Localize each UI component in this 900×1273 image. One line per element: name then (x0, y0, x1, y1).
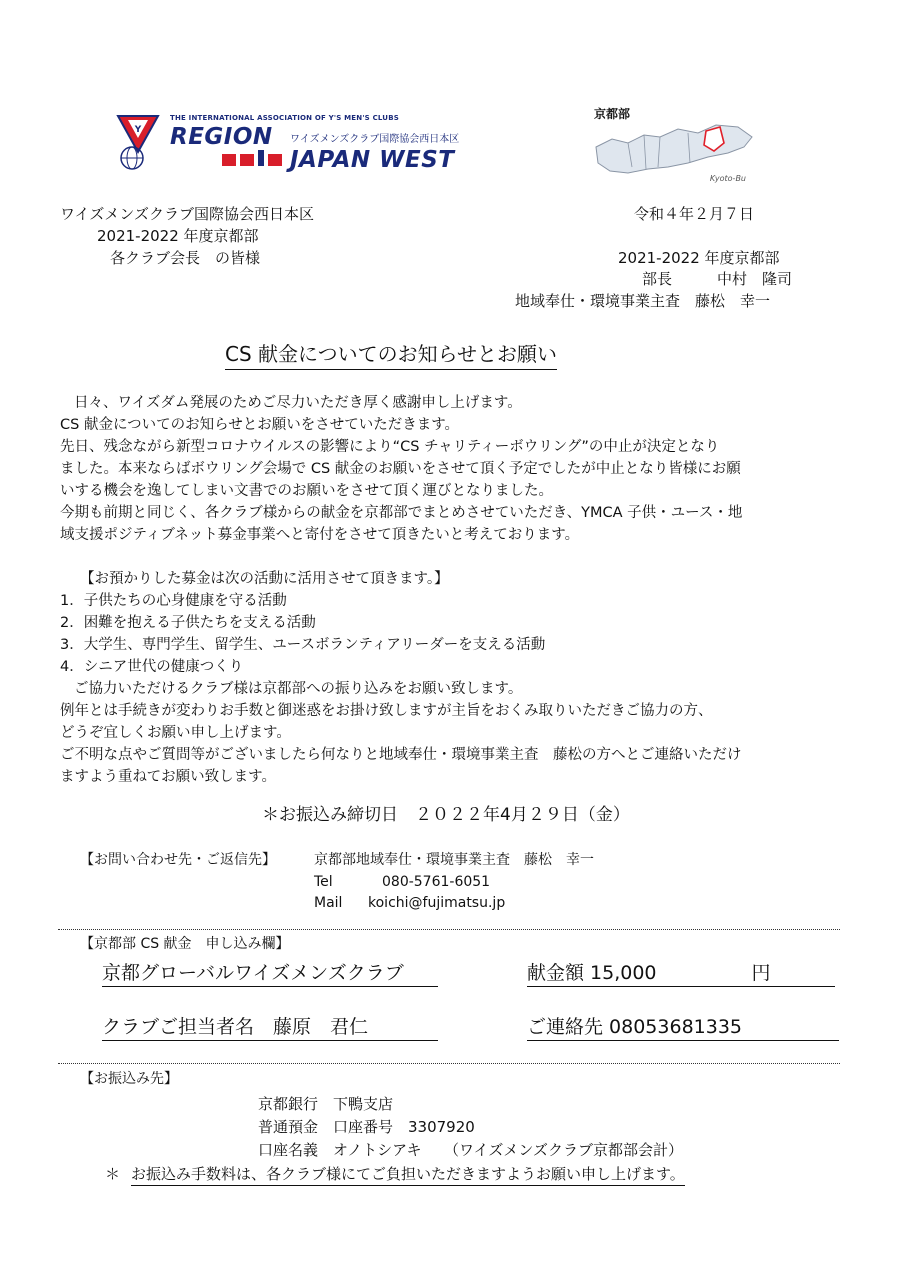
divider (58, 1063, 840, 1064)
recipient-org: ワイズメンズクラブ国際協会西日本区 (60, 205, 314, 223)
list-item: 1．子供たちの心身健康を守る活動 (60, 593, 287, 609)
body-p3b: ました。本来ならばボウリング会場で CS 献金のお願いをさせて頂く予定でしたが中止となり皆様にお願 (60, 461, 741, 477)
list-item: 3．大学生、専門学生、留学生、ユースボランティアリーダーを支える活動 (60, 637, 546, 653)
kyoto-map (588, 105, 758, 185)
logo-region-text: REGION (170, 124, 273, 150)
bank-line3: 口座名義 オノトシアキ （ワイズメンズクラブ京都部会計） (258, 1141, 683, 1159)
body-p5: ご協力いただけるクラブ様は京都部への振り込みをお願い致します。 (74, 681, 523, 697)
body-p3c: いする機会を逸してしまい文書でのお願いをさせて頂く運びとなりました。 (60, 483, 553, 499)
svg-text:Y: Y (134, 125, 142, 135)
bank-note: お振込み手数料は、各クラブ様にてご負担いただきますようお願い申し上げます。 (131, 1163, 685, 1186)
logo-bars-icon (222, 150, 286, 168)
contact-tel-label: Tel (314, 874, 333, 890)
map-signature: Kyoto-Bu (709, 174, 746, 183)
body-p2: CS 献金についてのお知らせとお願いをさせていただきます。 (60, 417, 460, 433)
contact-label: 【お問い合わせ先・ご返信先】 (80, 852, 276, 868)
divider (58, 929, 840, 930)
recipient-name: 各クラブ会長 の皆様 (110, 249, 261, 267)
body-p7a: ご不明な点やご質問等がございましたら何なりと地域奉仕・環境事業主査 藤松の方へとご連絡いただけ (60, 747, 742, 763)
document-title: CS 献金についてのお知らせとお願い (225, 340, 557, 370)
form-amount-field[interactable]: 献金額 15,000 円 (527, 960, 835, 987)
contact-mail[interactable]: koichi@fujimatsu.jp (368, 895, 506, 911)
sender-director: 地域奉仕・環境事業主査 藤松 幸一 (515, 292, 771, 310)
bank-header: 【お振込み先】 (80, 1071, 178, 1087)
logo-japan-west-text: JAPAN WEST (290, 147, 455, 173)
sender-year: 2021-2022 年度京都部 (618, 249, 780, 267)
bank-note-mark: ＊ (105, 1165, 121, 1183)
map-label: 京都部 (594, 107, 631, 121)
ymca-emblem-icon (112, 112, 164, 170)
logo-japanese-name: ワイズメンズクラブ国際協会西日本区 (290, 134, 460, 145)
logo-small-text: THE INTERNATIONAL ASSOCIATION OF Y'S MEN'S CLUBS (170, 114, 399, 122)
sender-chair: 部長 中村 隆司 (642, 270, 793, 288)
form-phone-field[interactable]: ご連絡先 08053681335 (527, 1014, 839, 1041)
body-p7b: ますよう重ねてお願い致します。 (60, 769, 276, 785)
list-item: 2．困難を抱える子供たちを支える活動 (60, 615, 316, 631)
letter-date: 令和４年２月７日 (634, 205, 755, 223)
body-text (60, 392, 850, 788)
contact-mail-label: Mail (314, 895, 343, 911)
body-p1: 日々、ワイズダム発展のためご尽力いただき厚く感謝申し上げます。 (74, 395, 522, 411)
list-item: 4．シニア世代の健康つくり (60, 659, 244, 675)
deadline: ＊お振込み締切日 ２０２２年4月２９日（金） (262, 805, 630, 825)
contact-tel[interactable]: 080-5761-6051 (382, 874, 491, 890)
body-p6a: 例年とは手続きが変わりお手数と御迷惑をお掛け致しますが主旨をおくみ取りいただきご協力の方、 (60, 703, 713, 719)
body-p4a: 今期も前期と同じく、各クラブ様からの献金を京都部でまとめさせていただき、YMCA 子供・ユース・地 (60, 505, 743, 521)
bank-line2: 普通預金 口座番号 3307920 (258, 1118, 475, 1136)
bank-line1: 京都銀行 下鴨支店 (258, 1095, 394, 1113)
contact-name: 京都部地域奉仕・環境事業主査 藤松 幸一 (314, 852, 594, 868)
body-p6b: どうぞ宜しくお願い申し上げます。 (60, 725, 291, 741)
list-header: 【お預かりした募金は次の活動に活用させて頂きます。】 (80, 571, 449, 587)
kyoto-map-icon (588, 117, 758, 179)
form-person-field[interactable]: クラブご担当者名 藤原 君仁 (102, 1014, 438, 1041)
form-header: 【京都部 CS 献金 申し込み欄】 (80, 936, 290, 952)
body-p4b: 域支援ポジティブネット募金事業へと寄付をさせて頂きたいと考えております。 (60, 527, 580, 543)
form-club-field[interactable]: 京都グローバルワイズメンズクラブ (102, 960, 438, 987)
recipient-year: 2021-2022 年度京都部 (97, 227, 259, 245)
region-logo (112, 112, 492, 172)
body-p3a: 先日、残念ながら新型コロナウイルスの影響により“CS チャリティーボウリング”の中止が決定となり (60, 439, 720, 455)
